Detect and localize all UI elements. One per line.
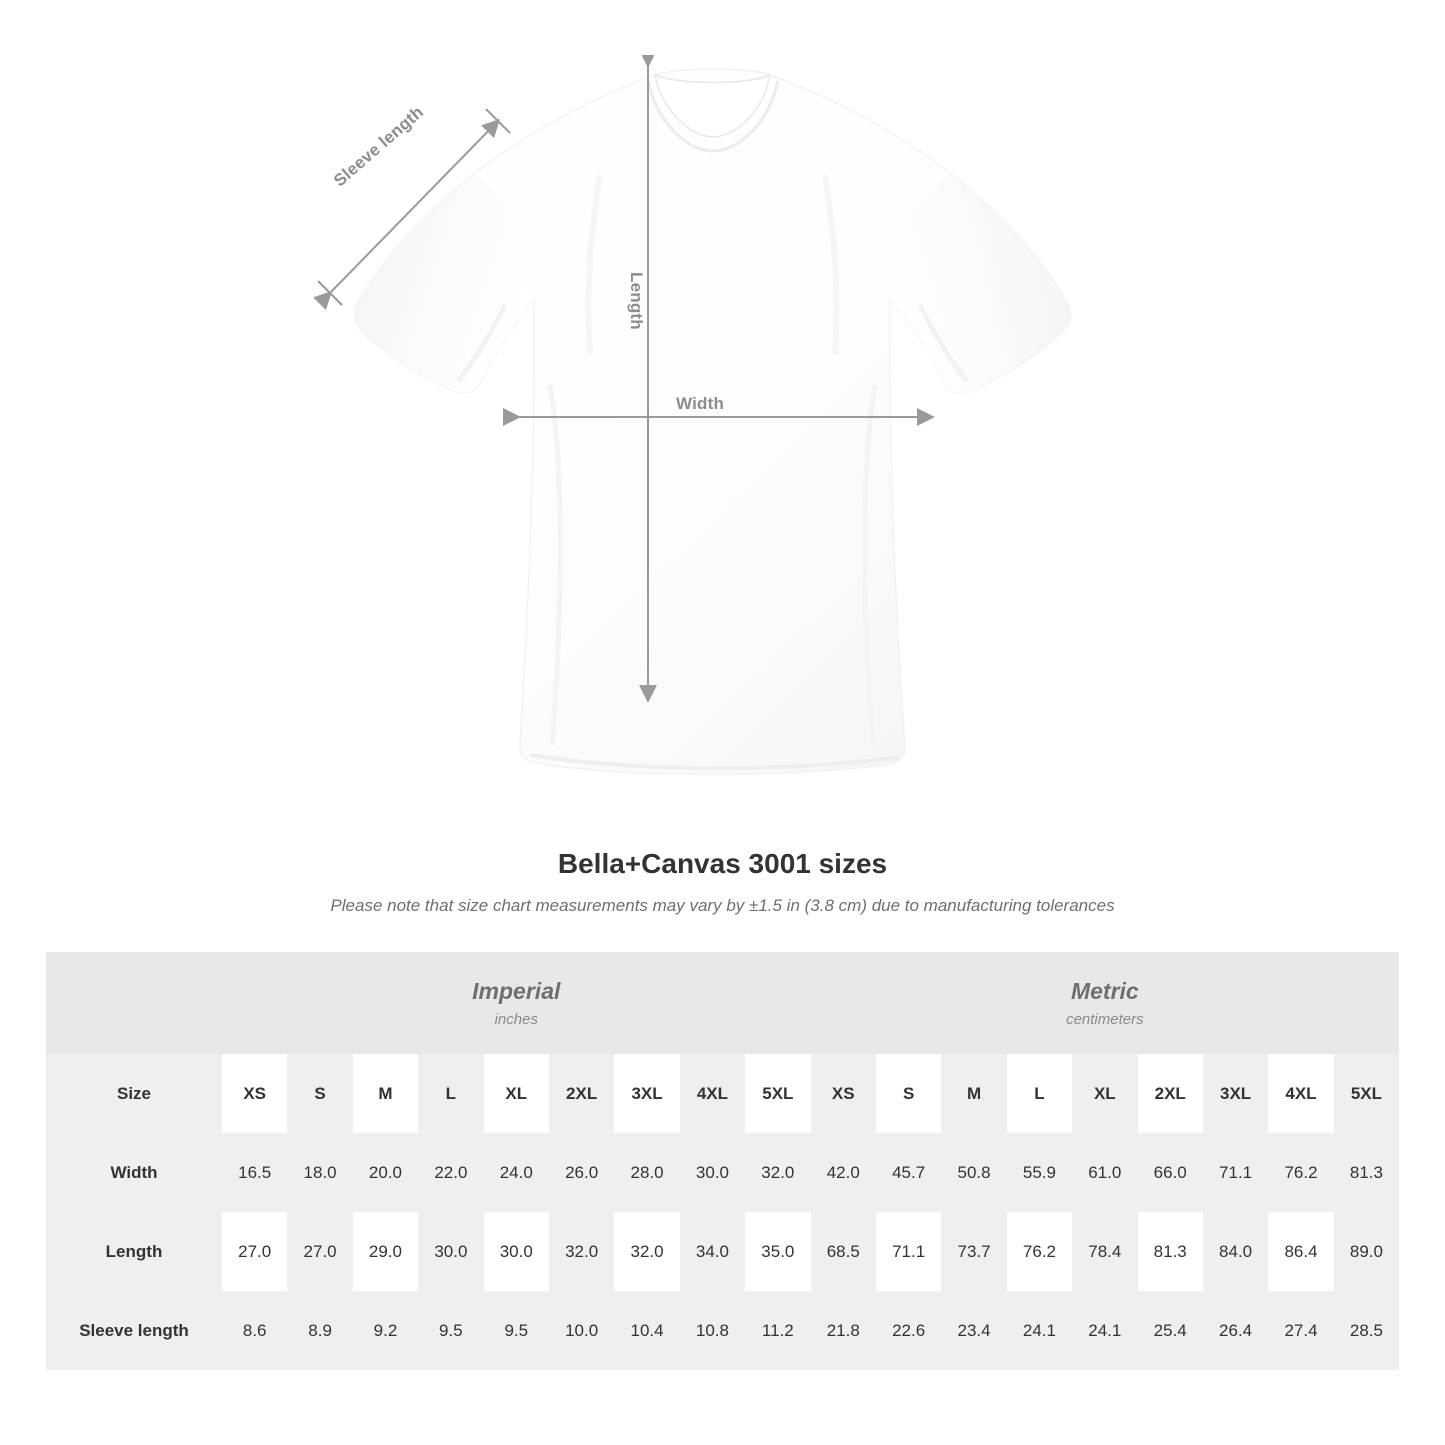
width-val-1: 18.0 (303, 1162, 337, 1182)
sleeve-val-2: 9.2 (373, 1320, 398, 1340)
size-col-6: 3XL (614, 1054, 679, 1133)
row-label-length: Length (46, 1212, 222, 1291)
width-val-14: 66.0 (1153, 1162, 1187, 1182)
sleeve-val-16: 27.4 (1284, 1320, 1318, 1340)
sleeve-val-13: 24.1 (1088, 1320, 1122, 1340)
width-val-10: 45.7 (892, 1162, 926, 1182)
measurement-arrows (300, 55, 1145, 795)
unit-header-blank (46, 952, 222, 1054)
row-label-sleeve-length: Sleeve length (46, 1291, 222, 1370)
width-val-5: 26.0 (565, 1162, 599, 1182)
length-val-16: 86.4 (1268, 1212, 1333, 1291)
length-val-10: 71.1 (876, 1212, 941, 1291)
width-val-16: 76.2 (1284, 1162, 1318, 1182)
tolerance-note: Please note that size chart measurements may vary by ±1.5 in (3.8 cm) due to manufacturing tolerances (330, 896, 1115, 915)
width-val-0: 16.5 (238, 1162, 272, 1182)
width-val-15: 71.1 (1219, 1162, 1253, 1182)
imperial-unit: inches (494, 1011, 538, 1029)
sleeve-val-12: 24.1 (1022, 1320, 1056, 1340)
sleeve-val-10: 22.6 (892, 1320, 926, 1340)
size-col-7: 4XL (680, 1054, 745, 1133)
page-title: Bella+Canvas 3001 sizes (557, 848, 888, 879)
length-val-13: 78.4 (1072, 1212, 1137, 1291)
length-val-9: 68.5 (811, 1212, 876, 1291)
width-val-13: 61.0 (1088, 1162, 1122, 1182)
row-label-size: Size (46, 1054, 222, 1133)
size-col-17: 5XL (1334, 1054, 1399, 1133)
sleeve-val-5: 10.0 (565, 1320, 599, 1340)
table-row (46, 1212, 1399, 1291)
sleeve-val-14: 25.4 (1153, 1320, 1187, 1340)
length-val-17: 89.0 (1334, 1212, 1399, 1291)
sleeve-val-6: 10.4 (630, 1320, 664, 1340)
unit-header-imperial (222, 952, 811, 1054)
sleeve-val-8: 11.2 (761, 1320, 794, 1340)
size-col-12: L (1007, 1054, 1072, 1133)
size-col-16: 4XL (1268, 1054, 1333, 1133)
metric-title: Metric (1070, 977, 1139, 1004)
size-col-11: M (941, 1054, 1006, 1133)
size-col-9: XS (811, 1054, 876, 1133)
unit-header-metric (811, 952, 1400, 1054)
length-val-12: 76.2 (1007, 1212, 1072, 1291)
row-label-width: Width (46, 1133, 222, 1212)
sleeve-val-15: 26.4 (1219, 1320, 1253, 1340)
sleeve-length-arrow (330, 121, 498, 293)
size-table (46, 952, 1399, 1370)
sleeve-val-4: 9.5 (504, 1320, 529, 1340)
width-val-3: 22.0 (434, 1162, 468, 1182)
length-val-8: 35.0 (745, 1212, 810, 1291)
length-label: Length (627, 272, 646, 330)
size-table-wrap (46, 952, 1399, 1370)
size-header-row (46, 1054, 1399, 1133)
sleeve-length-label: Sleeve length (330, 102, 428, 191)
width-label: Width (676, 394, 725, 413)
table-row (46, 1133, 1399, 1212)
sleeve-val-0: 8.6 (242, 1320, 267, 1340)
length-val-11: 73.7 (941, 1212, 1006, 1291)
size-col-10: S (876, 1054, 941, 1133)
length-val-7: 34.0 (680, 1212, 745, 1291)
sleeve-val-3: 9.5 (439, 1320, 463, 1340)
width-val-17: 81.3 (1349, 1162, 1383, 1182)
metric-unit: centimeters (1066, 1011, 1144, 1029)
sleeve-val-9: 21.8 (826, 1320, 860, 1340)
sleeve-val-1: 8.9 (308, 1320, 332, 1340)
imperial-title: Imperial (472, 977, 561, 1004)
width-val-4: 24.0 (499, 1162, 533, 1182)
size-col-3: L (418, 1054, 483, 1133)
length-val-2: 29.0 (353, 1212, 418, 1291)
size-col-8: 5XL (745, 1054, 810, 1133)
length-val-15: 84.0 (1203, 1212, 1268, 1291)
width-val-6: 28.0 (630, 1162, 664, 1182)
unit-header-row (46, 952, 1399, 1054)
sleeve-val-17: 28.5 (1349, 1320, 1383, 1340)
sleeve-val-7: 10.8 (695, 1320, 729, 1340)
size-col-5: 2XL (549, 1054, 614, 1133)
length-val-6: 32.0 (614, 1212, 679, 1291)
width-val-9: 42.0 (826, 1162, 860, 1182)
length-val-14: 81.3 (1138, 1212, 1203, 1291)
size-col-0: XS (222, 1054, 287, 1133)
size-col-15: 3XL (1203, 1054, 1268, 1133)
length-val-1: 27.0 (287, 1212, 352, 1291)
size-col-1: S (287, 1054, 352, 1133)
size-col-14: 2XL (1138, 1054, 1203, 1133)
length-val-5: 32.0 (549, 1212, 614, 1291)
width-val-8: 32.0 (761, 1162, 795, 1182)
table-row (46, 1291, 1399, 1370)
size-col-13: XL (1072, 1054, 1137, 1133)
length-val-0: 27.0 (222, 1212, 287, 1291)
size-col-4: XL (484, 1054, 549, 1133)
length-val-3: 30.0 (418, 1212, 483, 1291)
size-col-2: M (353, 1054, 418, 1133)
width-val-2: 20.0 (368, 1162, 403, 1182)
width-val-12: 55.9 (1022, 1162, 1056, 1182)
width-val-11: 50.8 (957, 1162, 991, 1182)
sleeve-val-11: 23.4 (957, 1320, 991, 1340)
width-val-7: 30.0 (695, 1162, 729, 1182)
length-val-4: 30.0 (484, 1212, 549, 1291)
